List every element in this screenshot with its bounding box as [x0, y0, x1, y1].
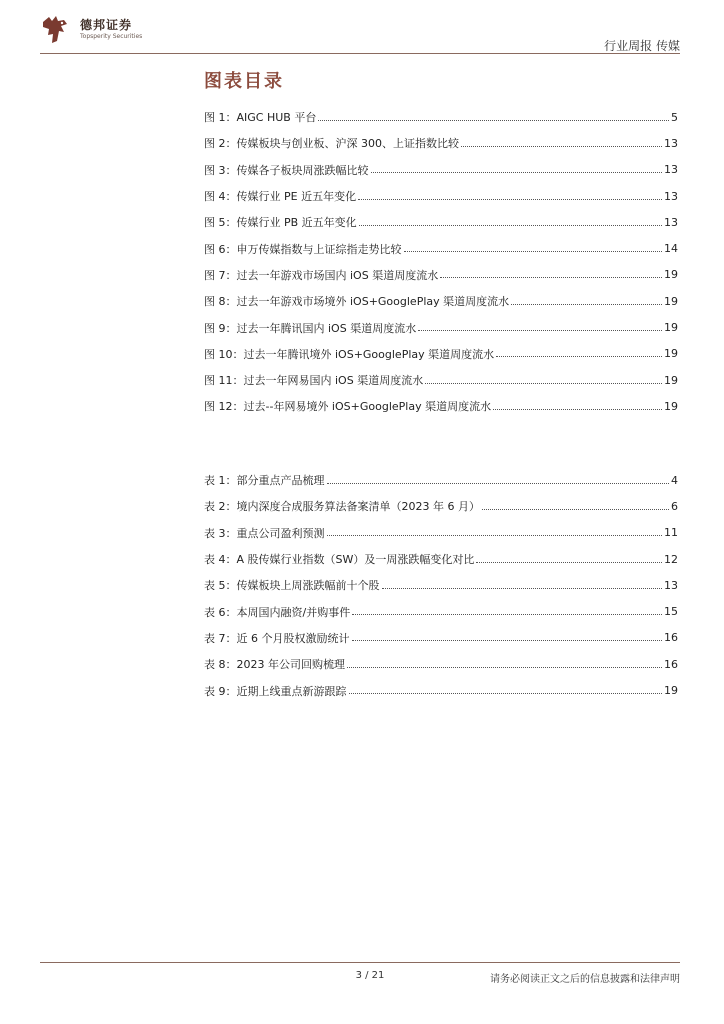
- entry-number: 表 3：: [204, 526, 237, 540]
- entry-title: 过去一年网易国内 iOS 渠道周度流水: [243, 374, 424, 388]
- dot-leader: [382, 588, 663, 589]
- entry-number: 图 12：: [204, 400, 244, 414]
- dot-leader: [482, 509, 669, 510]
- figure-entry[interactable]: [204, 104, 678, 130]
- entry-number: 图 10：: [204, 347, 244, 361]
- dot-leader: [349, 693, 663, 694]
- figure-entry[interactable]: [204, 157, 678, 183]
- entry-title: 重点公司盈利预测: [236, 526, 325, 540]
- entry-number: 图 9：: [204, 321, 237, 335]
- entry-page-number: 13: [664, 215, 678, 229]
- brand-name-en: Topsperity Securities: [80, 33, 143, 40]
- dot-leader: [352, 640, 663, 641]
- deer-logo-icon: [40, 14, 72, 46]
- entry-title: 过去一年游戏市场国内 iOS 渠道周度流水: [236, 268, 439, 282]
- dot-leader: [358, 199, 662, 200]
- entry-title: 近期上线重点新游跟踪: [236, 684, 347, 698]
- dot-leader: [511, 304, 662, 305]
- entry-title: 申万传媒指数与上证综指走势比较: [236, 242, 402, 256]
- entry-title: AIGC HUB 平台: [236, 111, 317, 125]
- entry-title: 2023 年公司回购梳理: [236, 658, 345, 672]
- dot-leader: [327, 483, 670, 484]
- entry-number: 表 8：: [204, 658, 237, 672]
- entry-page-number: 19: [664, 294, 678, 308]
- table-entry[interactable]: [204, 651, 678, 677]
- dot-leader: [347, 667, 662, 668]
- figure-entry[interactable]: [204, 209, 678, 235]
- entry-title: 部分重点产品梳理: [236, 474, 325, 488]
- table-entry[interactable]: [204, 625, 678, 651]
- toc-title: 图表目录: [204, 71, 284, 92]
- entry-title: 过去一年腾讯境外 iOS+GooglePlay 渠道周度流水: [243, 347, 495, 361]
- entry-title: 传媒各子板块周涨跌幅比较: [236, 163, 369, 177]
- entry-page-number: 13: [664, 578, 678, 592]
- entry-number: 图 2：: [204, 137, 237, 151]
- entry-page-number: 4: [671, 473, 678, 487]
- dot-leader: [327, 535, 663, 536]
- figure-entry[interactable]: [204, 367, 678, 393]
- dot-leader: [318, 120, 669, 121]
- entry-number: 图 4：: [204, 190, 237, 204]
- figure-entry[interactable]: [204, 288, 678, 314]
- entry-number: 图 8：: [204, 295, 237, 309]
- entry-title: 本周国内融资/并购事件: [236, 605, 351, 619]
- dot-leader: [404, 251, 663, 252]
- figure-entry[interactable]: [204, 235, 678, 261]
- entry-number: 表 7：: [204, 631, 237, 645]
- table-entry[interactable]: [204, 598, 678, 624]
- entry-number: 表 4：: [204, 553, 237, 567]
- dot-leader: [371, 172, 663, 173]
- entry-number: 表 1：: [204, 474, 237, 488]
- entry-title: 过去一年腾讯国内 iOS 渠道周度流水: [236, 321, 417, 335]
- entry-number: 图 5：: [204, 216, 237, 230]
- brand-name-cn: 德邦证券: [80, 18, 133, 32]
- entry-number: 图 7：: [204, 268, 237, 282]
- entry-page-number: 19: [664, 347, 678, 361]
- table-entry[interactable]: [204, 493, 678, 519]
- entry-number: 图 1：: [204, 111, 237, 125]
- entry-page-number: 11: [664, 526, 678, 540]
- entry-page-number: 19: [664, 373, 678, 387]
- entry-page-number: 5: [671, 110, 678, 124]
- page-header: [0, 0, 724, 56]
- entry-page-number: 16: [664, 657, 678, 671]
- entry-number: 表 5：: [204, 579, 237, 593]
- entry-title: 近 6 个月股权激励统计: [236, 631, 350, 645]
- dot-leader: [418, 330, 662, 331]
- table-entry[interactable]: [204, 572, 678, 598]
- entry-page-number: 19: [664, 321, 678, 335]
- entry-page-number: 14: [664, 242, 678, 256]
- dot-leader: [496, 356, 662, 357]
- table-entry[interactable]: [204, 467, 678, 493]
- entry-title: 传媒行业 PE 近五年变化: [236, 190, 357, 204]
- entry-number: 图 3：: [204, 163, 237, 177]
- figure-entry[interactable]: [204, 262, 678, 288]
- entry-title: A 股传媒行业指数（SW）及一周涨跌幅变化对比: [236, 553, 475, 567]
- entry-page-number: 12: [664, 552, 678, 566]
- entry-title: 过去--年网易境外 iOS+GooglePlay 渠道周度流水: [243, 400, 492, 414]
- figure-entry[interactable]: [204, 183, 678, 209]
- footer-divider: [40, 962, 680, 963]
- entry-title: 过去一年游戏市场境外 iOS+GooglePlay 渠道周度流水: [236, 295, 510, 309]
- dot-leader: [476, 562, 662, 563]
- entry-title: 境内深度合成服务算法备案清单（2023 年 6 月）: [236, 500, 480, 514]
- entry-title: 传媒板块上周涨跌幅前十个股: [236, 579, 380, 593]
- entry-number: 图 6：: [204, 242, 237, 256]
- dot-leader: [352, 614, 662, 615]
- figure-entry[interactable]: [204, 314, 678, 340]
- entry-title: 传媒板块与创业板、沪深 300、上证指数比较: [236, 137, 459, 151]
- figure-entry[interactable]: [204, 130, 678, 156]
- dot-leader: [425, 383, 662, 384]
- table-entry[interactable]: [204, 546, 678, 572]
- entry-number: 表 2：: [204, 500, 237, 514]
- entry-page-number: 19: [664, 268, 678, 282]
- figure-list: [204, 104, 678, 420]
- dot-leader: [359, 225, 662, 226]
- entry-page-number: 13: [664, 163, 678, 177]
- entry-page-number: 19: [664, 399, 678, 413]
- entry-number: 图 11：: [204, 374, 244, 388]
- entry-title: 传媒行业 PB 近五年变化: [236, 216, 357, 230]
- entry-page-number: 15: [664, 605, 678, 619]
- table-list: [204, 467, 678, 704]
- figure-entry[interactable]: [204, 393, 678, 419]
- table-entry[interactable]: [204, 677, 678, 703]
- brand-logo: [40, 14, 143, 46]
- entry-page-number: 6: [671, 499, 678, 513]
- report-category: 行业周报 传媒: [604, 39, 680, 53]
- page-number: 3 / 21: [355, 970, 385, 981]
- entry-page-number: 13: [664, 136, 678, 150]
- figure-entry[interactable]: [204, 341, 678, 367]
- entry-page-number: 13: [664, 189, 678, 203]
- entry-number: 表 9：: [204, 684, 237, 698]
- header-divider: [40, 53, 680, 54]
- entry-page-number: 16: [664, 631, 678, 645]
- dot-leader: [461, 146, 662, 147]
- entry-number: 表 6：: [204, 605, 237, 619]
- dot-leader: [493, 409, 662, 410]
- dot-leader: [440, 277, 662, 278]
- table-entry[interactable]: [204, 520, 678, 546]
- entry-page-number: 19: [664, 684, 678, 698]
- disclaimer-note: 请务必阅读正文之后的信息披露和法律声明: [490, 974, 680, 985]
